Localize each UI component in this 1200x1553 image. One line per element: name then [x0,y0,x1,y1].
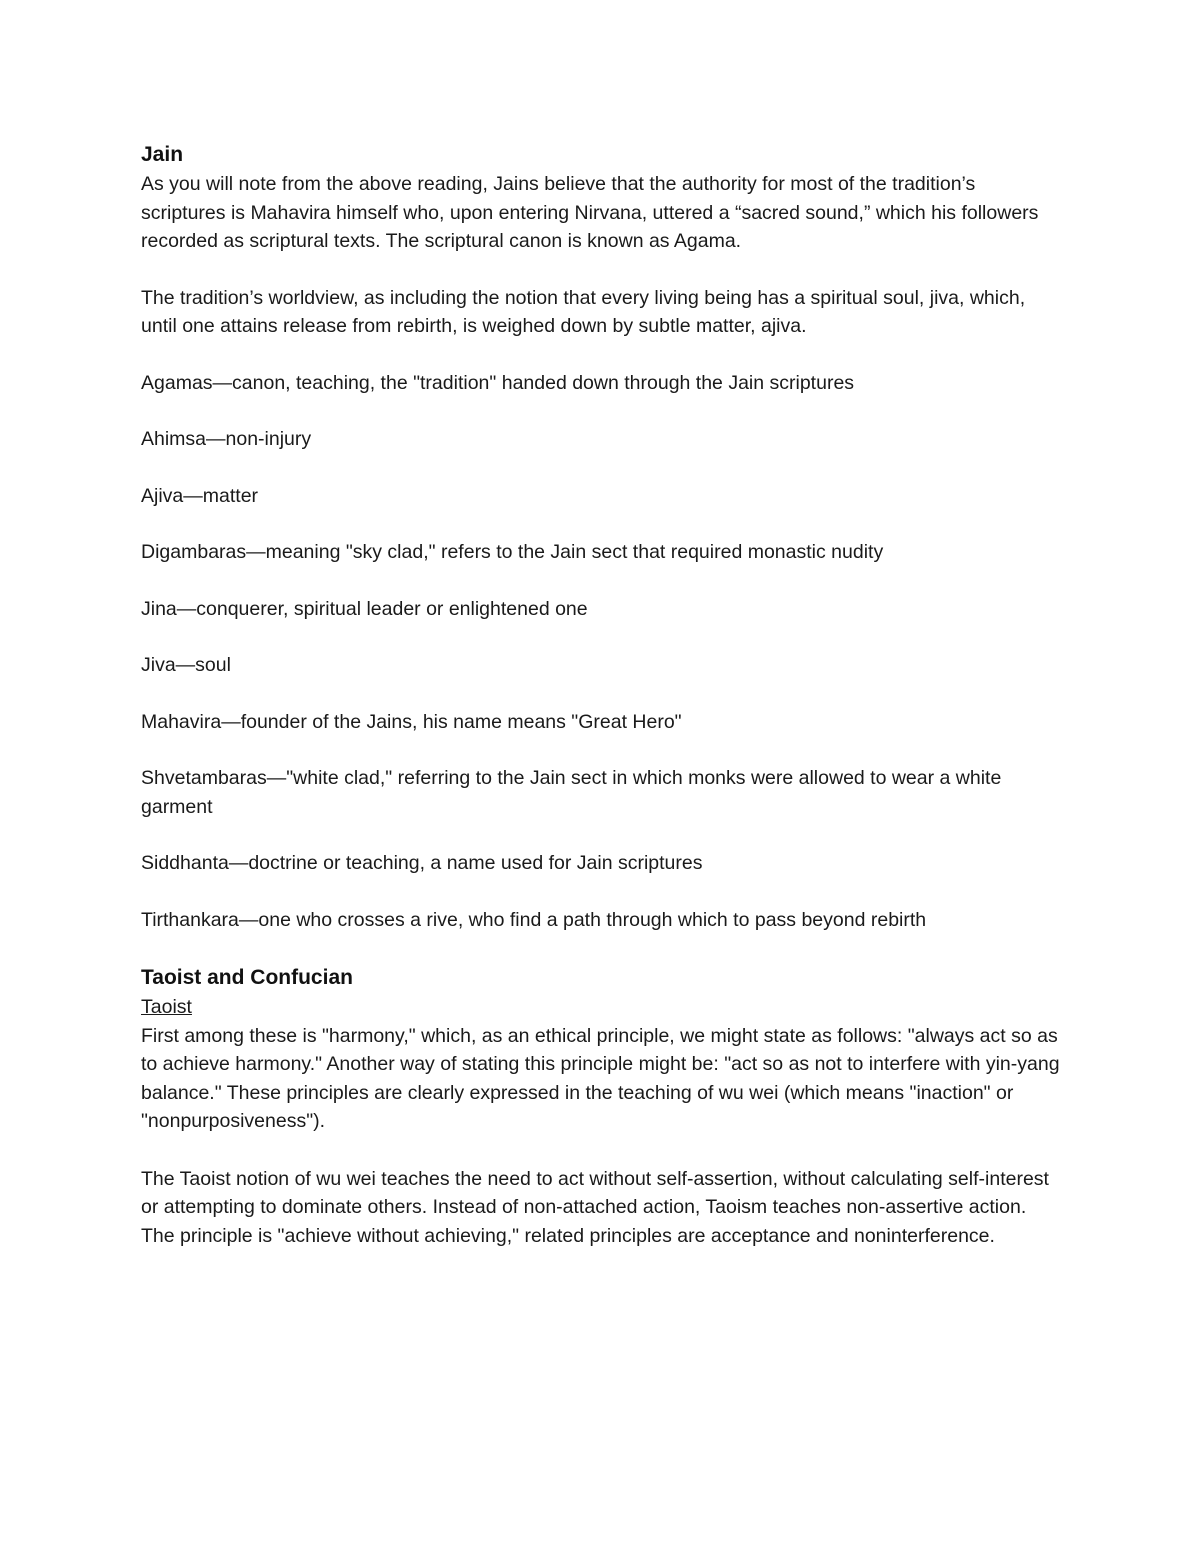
glossary-term-ajiva: Ajiva—matter [141,484,259,507]
jain-heading: Jain [141,143,184,166]
taoist-harmony-paragraph: First among these is "harmony," which, as an ethical principle, we might state as follows: "always act so as to achieve harmony." Another way of stating this principle might be: "act so as not to interfere with yin-yang balance." These principles are clearly expressed in the teaching of wu wei (which means "inaction" or "nonpurposiveness"). [141,1024,1060,1132]
glossary-term-tirthankara: Tirthankara—one who crosses a rive, who find a path through which to pass beyond rebirth [141,908,927,931]
taoist-wu-wei-paragraph: The Taoist notion of wu wei teaches the need to act without self-assertion, without calculating self-interest or attempting to dominate others. Instead of non-attached action, Taoism teaches non-assertive action. The principle is "achieve without achieving," related principles are acceptance and noninterference. [141,1167,1049,1247]
glossary-term-siddhanta: Siddhanta—doctrine or teaching, a name used for Jain scriptures [141,852,703,874]
glossary-term-jiva: Jiva—soul [141,654,231,676]
glossary-term-agamas: Agamas—canon, teaching, the "tradition" handed down through the Jain scriptures [141,371,855,394]
jain-worldview-paragraph: The tradition’s worldview, as including the notion that every living being has a spiritual soul, jiva, which, until one attains release from rebirth, is weighed down by subtle matter, ajiva. [141,286,1026,337]
glossary-term-shvetambaras: Shvetambaras—"white clad," referring to the Jain sect in which monks were allowed to wear a white garment [141,767,1002,818]
jain-intro-paragraph: As you will note from the above reading, Jains believe that the authority for most of the tradition’s scriptures is Mahavira himself who, upon entering Nirvana, uttered a “sacred sound,” which his followers recorded as scriptural texts. The scriptural canon is known as Agama. [141,173,1039,252]
glossary-term-mahavira: Mahavira—founder of the Jains, his name means "Great Hero" [141,710,682,733]
taoist-subheading: Taoist [141,996,192,1018]
glossary-term-digambaras: Digambaras—meaning "sky clad," refers to the Jain sect that required monastic nudity [141,541,884,563]
document-page [141,140,1061,1250]
taoist-confucian-heading: Taoist and Confucian [141,966,353,989]
glossary-term-ahimsa: Ahimsa—non-injury [141,428,312,450]
glossary-term-jina: Jina—conquerer, spiritual leader or enlightened one [141,597,588,620]
jain-glossary [141,369,1061,935]
